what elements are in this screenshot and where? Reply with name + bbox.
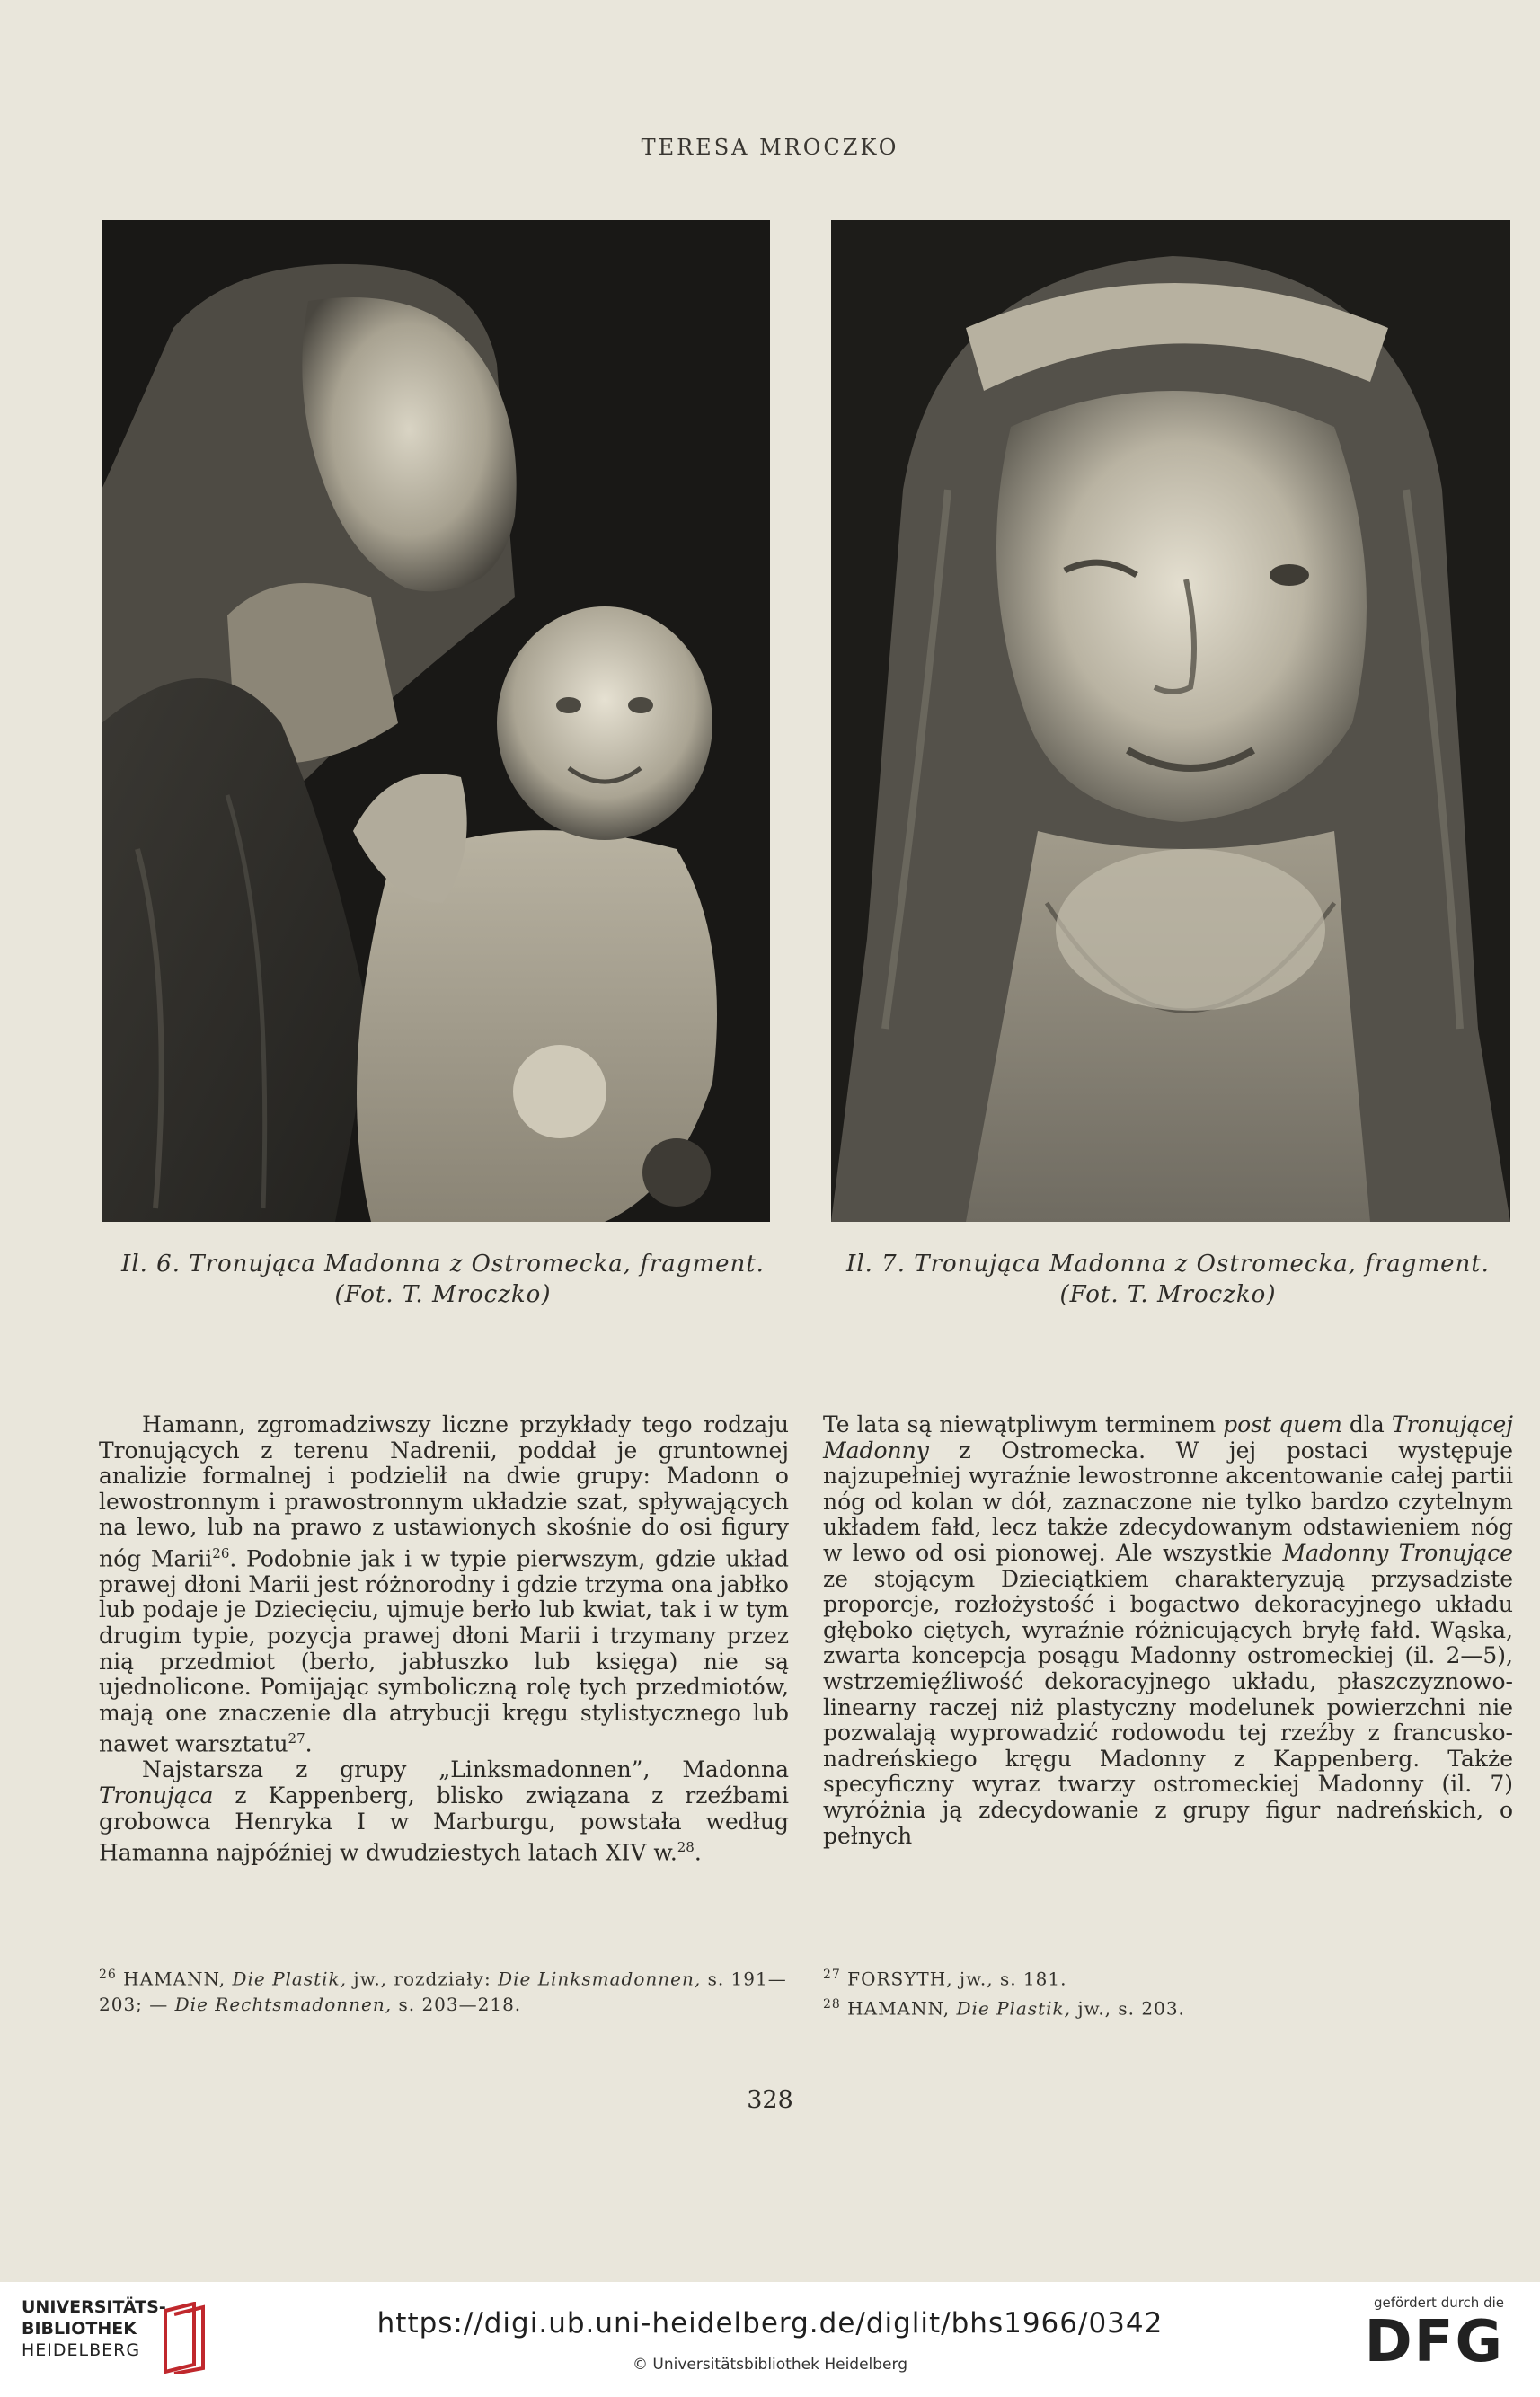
figure-7-caption-title: Il. 7. Tronująca Madonna z Ostromecka, fragment. [846, 1251, 1490, 1278]
library-name-line2: BIBLIOTHEK [22, 2319, 137, 2339]
italic-term: Tronująca [99, 1782, 214, 1809]
footnote-number: 27 [823, 1968, 841, 1982]
figure-6-caption-credit: (Fot. T. Mroczko) [334, 1281, 552, 1308]
footnote-text: HAMANN, [116, 1968, 233, 1990]
italic-term: post quem [1223, 1411, 1342, 1437]
paragraph [823, 1412, 1513, 1849]
footer-bar [0, 2282, 1540, 2397]
paragraph-text: z Ostromecka. W jej postaci występuje najzupełniej wyraźnie lewostronne akcentowanie całej partii nóg od kolan w dół, zaznaczone nie tylko bardzo czytelnym układem fałd, lecz także zdecydowanym odstawieniem nóg w lewo od osi pionowej. Ale wszystkie [823, 1437, 1513, 1566]
paragraph-text: . [694, 1839, 702, 1866]
text-column-right [823, 1412, 1513, 1849]
footnote-text: jw., s. 203. [1071, 1997, 1185, 2020]
paragraph-text: Te lata są niewątpliwym terminem [823, 1411, 1224, 1437]
footnote-text: FORSYTH, jw., s. 181. [840, 1968, 1067, 1990]
copyright-notice: © Universitätsbibliothek Heidelberg [632, 2356, 907, 2374]
footnotes-right [823, 1962, 1513, 2021]
footnote-26 [99, 1962, 789, 2017]
paragraph-text: dla [1341, 1411, 1392, 1437]
footnote-ref: 28 [677, 1839, 695, 1856]
paragraph-text: ze stojącym Dzieciątkiem charakteryzują przysadziste proporcje, rozłożystość i bogactwo dekoracyjnego układu głęboko ciętych, wyraźnie różnicujących bryłę fałd. Wąska, zwarta koncepcja posągu Madonny ostromeckiej (il. 2—5), wstrzemięźliwość dekoracyjnego układu, płaszczyznowo-linearny raczej niż plastyczny modelunek powierzchni nie pozwalają wyprowadzić rodowodu tej rzeźby z francusko-nadreńskiego kręgu Madonny z Kappenberg. Także specyficzny wyraz twarzy ostromeckiej Madonny (il. 7) wyróżnia ją zdecydowanie z grupy figur nadreńskich, o pełnych [823, 1565, 1513, 1849]
figure-7-caption-credit: (Fot. T. Mroczko) [1059, 1281, 1277, 1308]
footnote-text: s. 203—218. [392, 1993, 522, 2015]
footnote-ref: 26 [212, 1544, 230, 1561]
paragraph-text: . [305, 1730, 313, 1757]
funder-note: gefördert durch die [1374, 2295, 1504, 2311]
madonna-with-child-image [102, 220, 770, 1222]
text-column-left [99, 1412, 789, 1866]
paragraph-text: . Podobnie jak i w typie pierwszym, gdzie układ prawej dłoni Marii jest różnorodny i gdzie trzyma ona jabłko lub podaje je Dziecięciu, ujmuje berło lub kwiat, tak i w tym drugim typie, pozycja prawej dłoni Marii i trzymany przez nią przedmiot (berło, jabłuszko lub księga) nie są ujednolicone. Pomijając symboliczną rolę tych przedmiotów, mają one znaczenie dla atrybucji kręgu stylistycznego lub nawet warsztatu [99, 1545, 789, 1757]
madonna-face-closeup-image [831, 220, 1510, 1222]
permalink-url[interactable]: https://digi.ub.uni-heidelberg.de/diglit/bhs1966/0342 [376, 2307, 1164, 2340]
paragraph-text: Najstarsza z grupy „Linksmadonnen”, Madonna [142, 1756, 789, 1783]
footnote-27 [823, 1962, 1513, 1992]
footnote-text: jw., rozdziały: [347, 1968, 499, 1990]
page-number: 328 [747, 2086, 793, 2114]
paragraph-text: z Kappenberg, blisko związana z rzeźbami grobowca Henryka I w Marburgu, powstała według Hamanna najpóźniej w dwudziestych latach XIV w. [99, 1782, 789, 1866]
footnote-ref: 27 [288, 1730, 305, 1747]
figure-6-caption-title: Il. 6. Tronująca Madonna z Ostromecka, fragment. [121, 1251, 765, 1278]
footnote-title: Die Rechtsmadonnen, [174, 1993, 393, 2015]
footnote-text: s. 191—203; — [99, 1968, 787, 2015]
running-header: TERESA MROCZKO [641, 135, 899, 160]
footnote-title: Die Linksmadonnen, [498, 1968, 702, 1990]
footnote-title: Die Plastik, [956, 1997, 1072, 2020]
footnotes-left [99, 1962, 789, 2017]
paragraph [99, 1757, 789, 1866]
paragraph-text: Hamann, zgromadziwszy liczne przykłady tego rodzaju Tronujących z terenu Nadrenii, poddał je gruntownej analizie formalnej i podzielił na dwie grupy: Madonn o lewostronnym i prawostronnym układzie szat, spływających na lewo, lub na prawo z ustawionych skośnie do osi figury nóg Marii [99, 1411, 789, 1572]
dfg-logo[interactable] [1365, 2295, 1504, 2374]
library-name-line1: UNIVERSITÄTS- [22, 2297, 166, 2317]
footnote-number: 28 [823, 1996, 841, 2012]
figure-7-photo [831, 220, 1510, 1222]
dfg-wordmark: DFG [1364, 2309, 1504, 2375]
footnote-title: Die Plastik, [232, 1968, 348, 1990]
figure-7-caption [822, 1249, 1514, 1310]
footnote-28 [823, 1992, 1513, 2021]
paragraph [99, 1412, 789, 1757]
figure-6-photo [102, 220, 770, 1222]
italic-term: Tronującej Madonny [823, 1411, 1513, 1464]
figure-6-caption [102, 1249, 784, 1310]
library-name-line3: HEIDELBERG [22, 2340, 141, 2360]
italic-term: Madonny Tronujące [1282, 1539, 1513, 1566]
footnote-text: HAMANN, [840, 1997, 957, 2020]
footnote-number: 26 [99, 1968, 117, 1982]
